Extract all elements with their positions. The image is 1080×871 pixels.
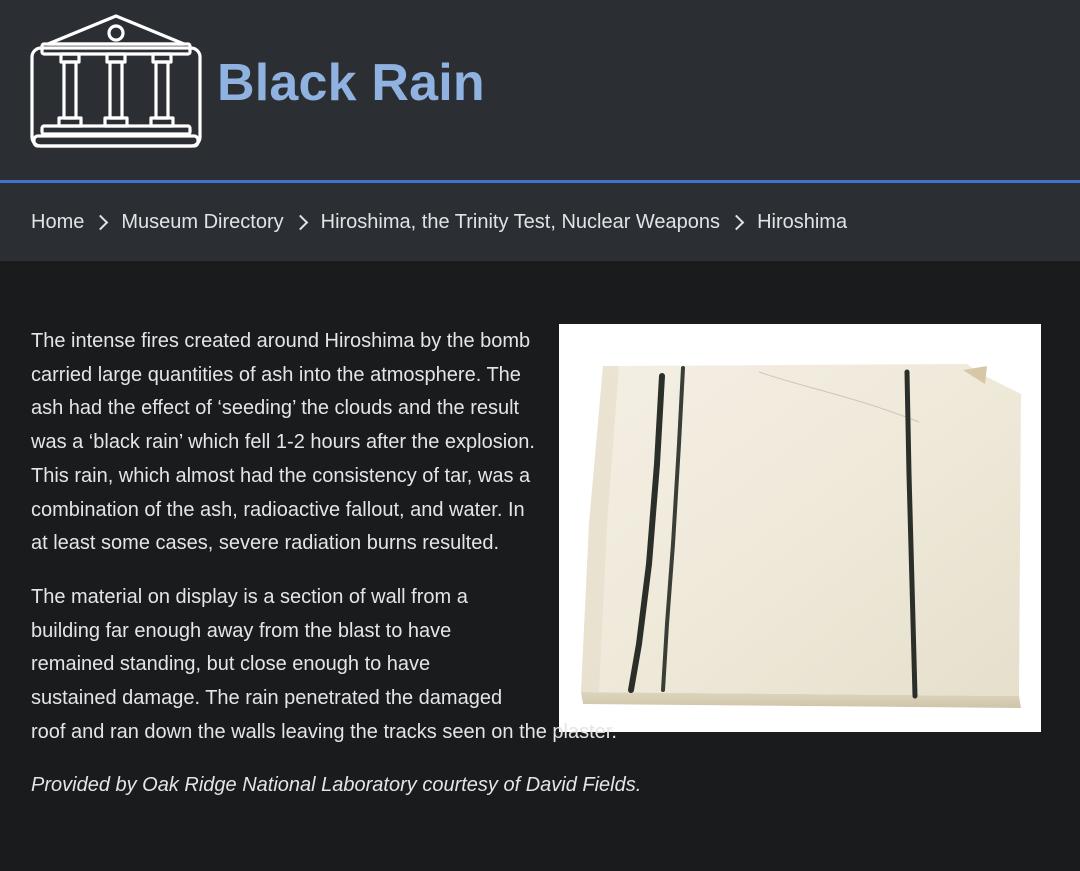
- breadcrumb-hiroshima-link[interactable]: Hiroshima: [757, 210, 848, 233]
- chevron-right-icon: [292, 214, 308, 230]
- breadcrumb-home-link[interactable]: Home: [31, 210, 85, 233]
- museum-building-icon[interactable]: [28, 14, 204, 156]
- chevron-right-icon: [93, 214, 109, 230]
- image-credit: Provided by Oak Ridge National Laboratory courtesy of David Fields.: [31, 774, 642, 797]
- breadcrumb-category-link[interactable]: Hiroshima, the Trinity Test, Nuclear Weapons: [320, 210, 721, 233]
- article-paragraph: The intense fires created around Hiroshima by the bomb carried large quantities of ash into the atmosphere. The ash had the effect of ‘seeding’ the clouds and the result was a ‘black rain’ which fell 1-2 hours after the explosion. This rain, which almost had the consistency of tar, was a combination of the ash, radioactive fallout, and water. In at least some cases, severe radiation burns resulted.: [31, 330, 535, 555]
- article-paragraph: The material on display is a section of wall from a building far enough away from the blast to have remained standing, but close enough to have sustained damage. The rain penetrated the damaged roof and ran down the walls leaving the tracks seen on the plaster.: [31, 585, 617, 743]
- chevron-right-icon: [729, 214, 745, 230]
- page-title: Black Rain: [217, 54, 485, 112]
- site-header: [0, 0, 1080, 183]
- breadcrumb-museum-directory-link[interactable]: Museum Directory: [121, 210, 284, 233]
- article-content: [0, 261, 1080, 871]
- breadcrumb: [0, 183, 1080, 261]
- article-text: [31, 325, 1041, 803]
